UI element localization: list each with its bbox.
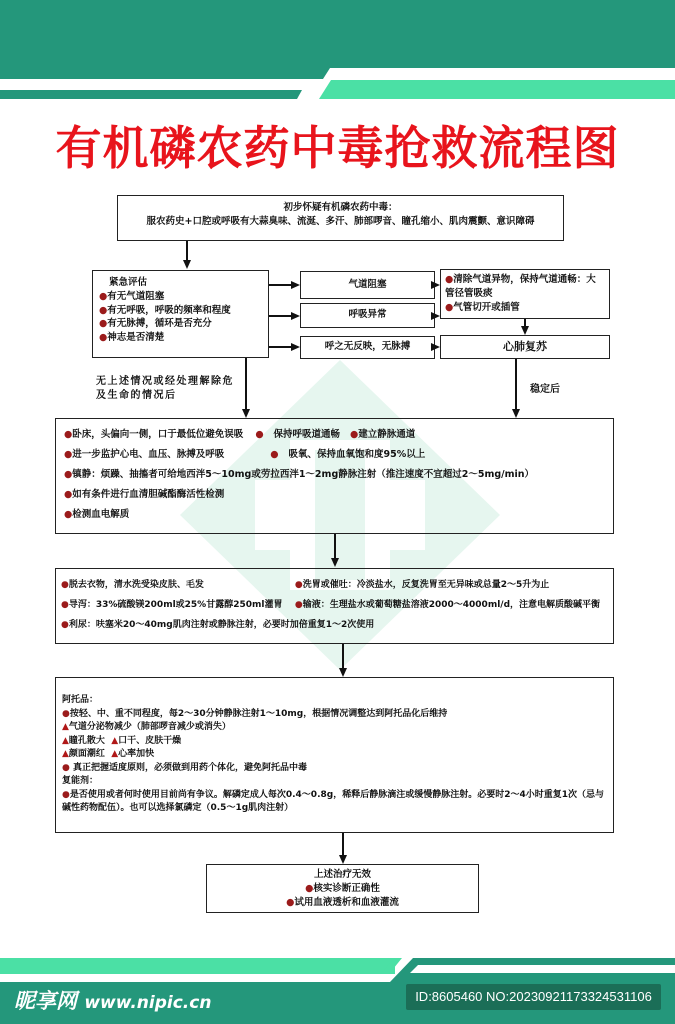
decon-item: 洗胃或催吐：冷淡盐水，反复洗胃至无异味或总量2～5升为止	[302, 580, 550, 590]
assessment-title: 紧急评估	[109, 277, 148, 288]
condition-no-response: 呼之无反映，无脉搏	[300, 336, 435, 359]
assessment-item: 神志是否清楚	[107, 332, 165, 344]
atropinization-sign: 气道分泌物减少（肺部啰音减少或消失）	[68, 722, 231, 732]
care-item: 进一步监护心电、血压、脉搏及呼吸	[72, 449, 225, 460]
atropinization-sign: 颜面潮红	[68, 749, 105, 759]
cpr-box: 心肺复苏	[440, 335, 610, 359]
decon-item: 利尿：呋塞米20～40mg肌肉注射或静脉注射，必要时加倍重复1～2次使用	[68, 620, 375, 630]
decon-item: 脱去衣物，清水洗受染皮肤、毛发	[68, 580, 204, 590]
decontamination-box: ●脱去衣物，清水洗受染皮肤、毛发 ●洗胃或催吐：冷淡盐水，反复洗胃至无异味或总量2～5升为止 ●导泻：33%硫酸镁200ml或25%甘露醇250ml灌胃 ●输液：生理盐水或葡萄糖盐溶液2000～4000ml/d，注意电解质酸碱平衡 ●利尿：呋塞米20～40mg肌肉注射或静脉注射，必要时加倍重复1～2次使用	[55, 568, 614, 644]
suspect-line1: 初步怀疑有机磷农药中毒：	[283, 202, 398, 213]
care-item: 卧床，头偏向一侧，口于最低位避免误吸	[72, 429, 244, 440]
atropinization-sign: 瞳孔散大	[68, 735, 105, 746]
arrow-head	[183, 260, 191, 269]
atropinization-sign: 心率加快	[118, 749, 155, 759]
ineffective-box: 上述治疗无效 ●核实诊断正确性 ●试用血液透析和血液灌流	[206, 864, 479, 913]
reactivator-text: 是否使用或者何时使用目前尚有争议。解磷定成人每次0.4～0.8g，稀释后静脉滴注或缓慢静脉注射。必要时2～4小时重复1次（忌与碱性药物配伍）。也可以选择氯磷定（0.5～1g肌肉注射）	[62, 789, 604, 813]
airway-item: 气管切开或插管	[453, 301, 520, 313]
suspect-line2: 服农药史+口腔或呼吸有大蒜臭味、流涎、多汗、肺部啰音、瞳孔缩小、肌肉震颤、意识障碍	[146, 216, 535, 228]
airway-box: ●清除气道异物，保持气道通畅：大管径管吸痰 ●气管切开或插管	[440, 269, 610, 319]
atropine-principle: 真正把握适度原则，必须做到用药个体化，避免阿托品中毒	[73, 762, 308, 773]
ineffective-item: 核实诊断正确性	[313, 883, 380, 894]
decon-item: 导泻：33%硫酸镁200ml或25%甘露醇250ml灌胃	[68, 600, 283, 610]
atropine-dose: 按轻、中、重不同程度，每2～30分钟静脉注射1～10mg，根据情况调整达到阿托品化后维持	[69, 708, 448, 719]
antidote-box: 阿托品： ●按轻、中、重不同程度，每2～30分钟静脉注射1～10mg，根据情况调整达到阿托品化后维持 ▲气道分泌物减少（肺部啰音减少或消失） ▲瞳孔散大 ▲口干、皮肤干燥 ▲颜面潮红 ▲心率加快 ● 真正把握适度原则，必须做到用药个体化，避免阿托品中毒 复能剂： ●是否使用或者何时使用目前尚有争议。解磷定成人每次0.4～0.8g，稀释后静脉滴注或缓慢静脉注射。必要时2～4小时重复1次（忌与碱性药物配伍）。也可以选择氯磷定（0.5～1g肌肉注射）	[55, 677, 614, 833]
arrow	[186, 241, 188, 261]
care-item: 保持呼吸道通畅	[273, 429, 341, 440]
assessment-box: 紧急评估 ●有无气道阻塞 ●有无呼吸，呼吸的频率和程度 ●有无脉搏，循环是否充分 ●神志是否清楚	[92, 270, 269, 358]
atropinization-sign: 口干、皮肤干燥	[118, 735, 182, 746]
care-item: 吸氧、保持血氧饱和度95%以上	[288, 449, 426, 460]
left-note: 无上述情况或经处理解除危及生命的情况后	[96, 376, 234, 401]
care-item: 镇静：烦躁、抽搐者可给地西泮5～10mg或劳拉西泮1～2mg静脉注射（推注速度不宜超过2～5mg/min）	[72, 469, 535, 480]
image-id-label: ID:8605460 NO:20230921173324531106	[406, 984, 661, 1010]
care-item: 如有条件进行血清胆碱酯酶活性检测	[72, 489, 225, 500]
page-title: 有机磷农药中毒抢救流程图	[55, 121, 620, 175]
reactivator-title: 复能剂：	[62, 776, 99, 786]
ineffective-title: 上述治疗无效	[313, 869, 371, 880]
airway-item: 清除气道异物，保持气道通畅：大管径管吸痰	[445, 274, 596, 299]
condition-breathing-abnormal: 呼吸异常	[300, 303, 435, 328]
assessment-item: 有无气道阻塞	[107, 290, 165, 302]
decon-item: 输液：生理盐水或葡萄糖盐溶液2000～4000ml/d，注意电解质酸碱平衡	[302, 600, 601, 610]
suspect-box	[117, 195, 564, 241]
care-item: 检测血电解质	[72, 509, 130, 520]
ineffective-item: 试用血液透析和血液灌流	[294, 897, 399, 908]
footer-url: www.nipic.cn	[84, 993, 212, 1013]
care-item: 建立静脉通道	[358, 429, 416, 440]
footer-logo	[14, 985, 211, 1015]
atropine-title: 阿托品：	[62, 695, 99, 705]
logo-text: 昵享网	[14, 989, 77, 1013]
assessment-item: 有无脉搏，循环是否充分	[107, 318, 212, 330]
assessment-item: 有无呼吸，呼吸的频率和程度	[107, 304, 231, 316]
right-note: 稳定后	[530, 384, 560, 395]
header-decoration	[0, 0, 675, 100]
initial-care-box: ●卧床，头偏向一侧，口于最低位避免误吸 ● 保持呼吸道通畅 ●建立静脉通道 ●进一步监护心电、血压、脉搏及呼吸 ● 吸氧、保持血氧饱和度95%以上 ●镇静：烦躁、抽搐者可给地西泮5～10mg或劳拉西泮1～2mg静脉注射（推注速度不宜超过2～5mg/min） ●如有条件进行血清胆碱酯酶活性检测 ●检测血电解质	[55, 418, 614, 534]
condition-airway-obstruction: 气道阻塞	[300, 271, 435, 299]
